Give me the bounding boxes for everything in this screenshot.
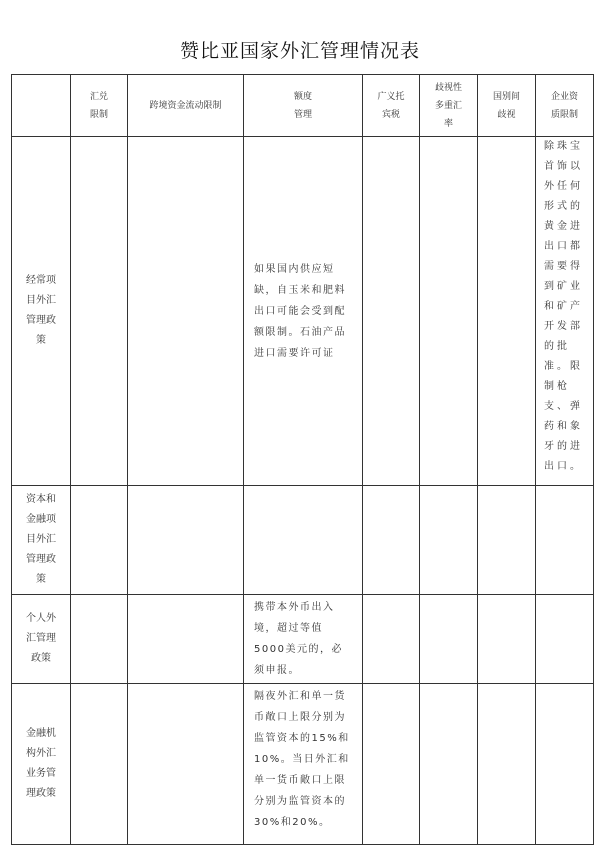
table-cell [420,595,478,684]
table-cell [71,684,128,845]
table-cell [363,486,420,595]
table-cell [128,486,244,595]
table-cell [420,684,478,845]
qualification-cell [536,595,594,684]
header-qualification: 企业资 质限制 [536,75,594,137]
table-row [12,684,594,845]
qualification-cell: 除珠宝首饰以外任何形式的黄金进出口都需要得到矿业和矿产开发部的批准。限制枪支、弹药和象牙的进出口。 [536,137,594,486]
row-label: 经常项 目外汇 管理政 策 [12,137,71,486]
header-multiple-rates: 歧视性 多重汇 率 [420,75,478,137]
table-cell [128,595,244,684]
table-row [12,137,594,486]
table-cell [478,595,536,684]
header-quota-management: 额度 管理 [244,75,363,137]
qualification-cell [536,684,594,845]
row-label: 资本和 金融项 目外汇 管理政 策 [12,486,71,595]
table-cell [363,595,420,684]
table-cell [420,486,478,595]
quota-cell: 隔夜外汇和单一货币敞口上限分别为监管资本的15%和10%。当日外汇和单一货币敞口上限分别为监管资本的30%和20%。 [244,684,363,845]
header-cross-border-capital: 跨境资金流动限制 [128,75,244,137]
quota-cell: 如果国内供应短缺，自玉米和肥料出口可能会受到配额限制。石油产品进口需要许可证 [244,137,363,486]
quota-cell: 携带本外币出入境，超过等值5000美元的，必须申报。 [244,595,363,684]
row-label: 金融机 构外汇 业务管 理政策 [12,684,71,845]
table-cell [420,137,478,486]
table-cell [478,137,536,486]
row-label: 个人外 汇管理 政策 [12,595,71,684]
table-cell [128,684,244,845]
header-exchange-restriction: 汇兑 限制 [71,75,128,137]
table-cell [363,684,420,845]
header-tobin-tax: 广义托 宾税 [363,75,420,137]
header-corner [12,75,71,137]
table-cell [478,486,536,595]
document-title: 赞比亚国家外汇管理情况表 [179,40,420,62]
table-cell [71,486,128,595]
table-cell [363,137,420,486]
header-country-discrimination: 国别间 歧视 [478,75,536,137]
quota-cell [244,486,363,595]
table-row [12,595,594,684]
table-cell [128,137,244,486]
table-cell [71,595,128,684]
table-cell [71,137,128,486]
table-cell [478,684,536,845]
table-row [12,486,594,595]
table-header-row [12,75,594,137]
forex-management-table [11,74,594,845]
qualification-cell [536,486,594,595]
